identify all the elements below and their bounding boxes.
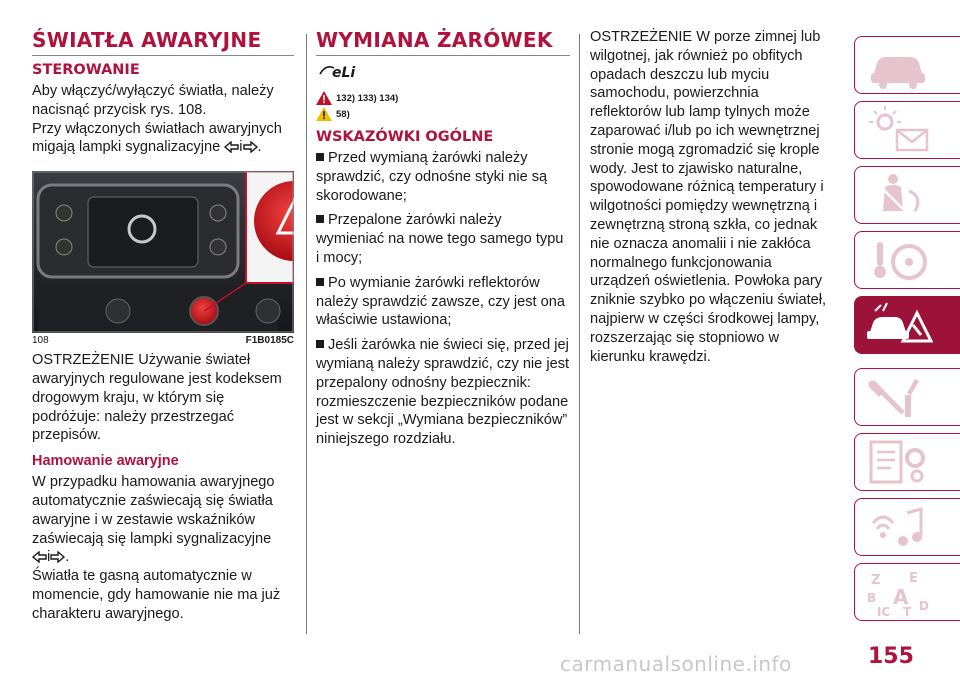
turn-left-indicator-icon bbox=[32, 551, 47, 563]
figure-108 bbox=[32, 171, 294, 351]
tab-technical-data[interactable] bbox=[854, 433, 960, 491]
subtitle-general-guidelines: WSKAZÓWKI OGÓLNE bbox=[316, 129, 494, 145]
seatbelt-airbag-icon bbox=[863, 171, 933, 221]
left-column bbox=[32, 28, 294, 624]
bullet-square-icon bbox=[316, 340, 324, 348]
svg-text:T: T bbox=[903, 605, 912, 618]
list-item bbox=[316, 149, 570, 205]
warning-hazard-usage: OSTRZEŻENIE Używanie świateł awaryjnych regulowane jest kodeksem drogowym kraju, w którym się podróżuje: należy przestrzegać przepisów. bbox=[32, 352, 282, 444]
svg-text:B: B bbox=[867, 591, 877, 605]
list-item-text: Po wymianie żarówki reflektorów należy sprawdzić zawsze, czy jest ona właściwie ustawiona; bbox=[316, 274, 566, 329]
tab-servicing-and-care[interactable] bbox=[854, 368, 960, 426]
column-divider bbox=[306, 34, 307, 634]
caution-reference-number: 58) bbox=[336, 108, 350, 120]
turn-right-indicator-icon bbox=[50, 551, 65, 563]
list-item bbox=[316, 211, 570, 267]
conjunction-and: i bbox=[47, 549, 51, 566]
right-column bbox=[590, 28, 830, 366]
middle-column bbox=[316, 28, 570, 455]
tab-starting-and-driving[interactable] bbox=[854, 231, 960, 289]
car-icon bbox=[863, 41, 933, 91]
list-item-text: Jeśli żarówka nie świeci się, przed jej wymianą należy sprawdzić, czy nie jest przepalony odnośny bezpiecznik: rozmieszczenie bezpieczników podane jest w sekcji „Wymiana bezpieczników” niniejszego rozdziału. bbox=[316, 337, 570, 448]
period: . bbox=[257, 139, 262, 156]
tab-safety[interactable] bbox=[854, 166, 960, 224]
warning-condensation: OSTRZEŻENIE W porze zimnej lub wilgotnej, jak również po obfitych opadach deszczu lub myciu samochodu, powierzchnia reflektorów lub lamp tylnych może zaparować i/lub po ich wewnętrznej stronie mogą zgromadzić się krople wody. Jest to zjawisko naturalne, spowodowane różnicą temperatury i wilgotności pomiędzy wewnętrzną i zewnętrzną stroną szkła, co jednak nie oznacza anomalii i nie zakłóca normalnego funkcjonowania urządzeń oświetlenia. Powłoka pary zniknie szybko po włączeniu świateł, najpierw w części środkowej lampy, rozszerzając się stopniowo w kierunku krawędzi. bbox=[590, 29, 827, 365]
figure-code: F1B0185C bbox=[245, 335, 294, 347]
tab-multimedia[interactable] bbox=[854, 498, 960, 556]
warning-reference-numbers: 132) 133) 134) bbox=[336, 92, 399, 104]
turn-left-indicator-icon bbox=[224, 141, 239, 153]
multimedia-icon bbox=[863, 503, 933, 553]
conjunction-and: i bbox=[239, 139, 243, 156]
list-item-text: Przepalone żarówki należy wymieniać na nowe tego samego typu i mocy; bbox=[316, 212, 564, 266]
page-number: 155 bbox=[868, 644, 914, 669]
warning-reference-1 bbox=[316, 91, 570, 105]
section-title-hazard-lights: ŚWIATŁA AWARYJNE bbox=[32, 28, 294, 56]
site-watermark: carmanualsonline.info bbox=[560, 652, 792, 676]
list-item bbox=[316, 274, 570, 330]
period: . bbox=[65, 549, 70, 566]
svg-text:IC: IC bbox=[877, 605, 891, 618]
paragraph-lights-off: Światła te gasną automatycznie w momencie, gdy hamowanie nie ma już charakteru awaryjnego. bbox=[32, 568, 281, 622]
emergency-warning-icon bbox=[863, 301, 933, 351]
paragraph-indicators-text: Przy włączonych światłach awaryjnych migają lampki sygnalizacyjne bbox=[32, 120, 282, 156]
paragraph-indicators bbox=[32, 120, 294, 158]
bullet-square-icon bbox=[316, 215, 324, 223]
guidelines-list bbox=[316, 149, 570, 449]
caution-triangle-icon bbox=[316, 107, 332, 121]
section-title-bulb-replacement: WYMIANA ŻARÓWEK bbox=[316, 28, 570, 56]
subtitle-controls: STEROWANIE bbox=[32, 62, 140, 78]
list-item-text: Przed wymianą żarówki należy sprawdzić, czy odnośne styki nie są skorodowane; bbox=[316, 150, 548, 204]
danger-triangle-icon bbox=[316, 91, 332, 105]
bullet-square-icon bbox=[316, 153, 324, 161]
tab-in-an-emergency[interactable] bbox=[854, 296, 960, 354]
paragraph-emergency-braking-text: W przypadku hamowania awaryjnego automatycznie zaświecają się światła awaryjne i w zestawie wskaźników zaświecają się lampki sygnalizacyjne bbox=[32, 474, 275, 547]
svg-text:eLi: eLi bbox=[332, 65, 356, 81]
alphabetical-index-icon bbox=[863, 568, 933, 618]
subtitle-emergency-braking: Hamowanie awaryjne bbox=[32, 453, 179, 470]
tab-index[interactable] bbox=[854, 563, 960, 621]
figure-number: 108 bbox=[32, 335, 49, 347]
dashboard-lights-icon bbox=[863, 106, 933, 156]
tab-getting-to-know-car[interactable] bbox=[854, 36, 960, 94]
svg-text:Z: Z bbox=[871, 573, 881, 588]
bullet-square-icon bbox=[316, 278, 324, 286]
wrench-screwdriver-icon bbox=[863, 373, 933, 423]
spec-sheet-gear-icon bbox=[863, 438, 933, 488]
column-divider bbox=[579, 34, 580, 634]
warning-reference-2 bbox=[316, 107, 570, 121]
tab-instrument-panel[interactable] bbox=[854, 101, 960, 159]
paragraph-switch-on: Aby włączyć/wyłączyć światła, należy nacisnąć przycisk rys. 108. bbox=[32, 83, 274, 118]
svg-text:A: A bbox=[893, 585, 909, 609]
svg-text:E: E bbox=[909, 571, 918, 586]
paragraph-emergency-braking bbox=[32, 473, 294, 567]
turn-right-indicator-icon bbox=[243, 141, 258, 153]
svg-text:D: D bbox=[919, 599, 929, 613]
list-item bbox=[316, 336, 570, 449]
key-steering-wheel-icon bbox=[863, 236, 933, 286]
bulb-brand-logo-icon bbox=[318, 60, 368, 82]
dashboard-hazard-button-photo bbox=[32, 171, 294, 333]
